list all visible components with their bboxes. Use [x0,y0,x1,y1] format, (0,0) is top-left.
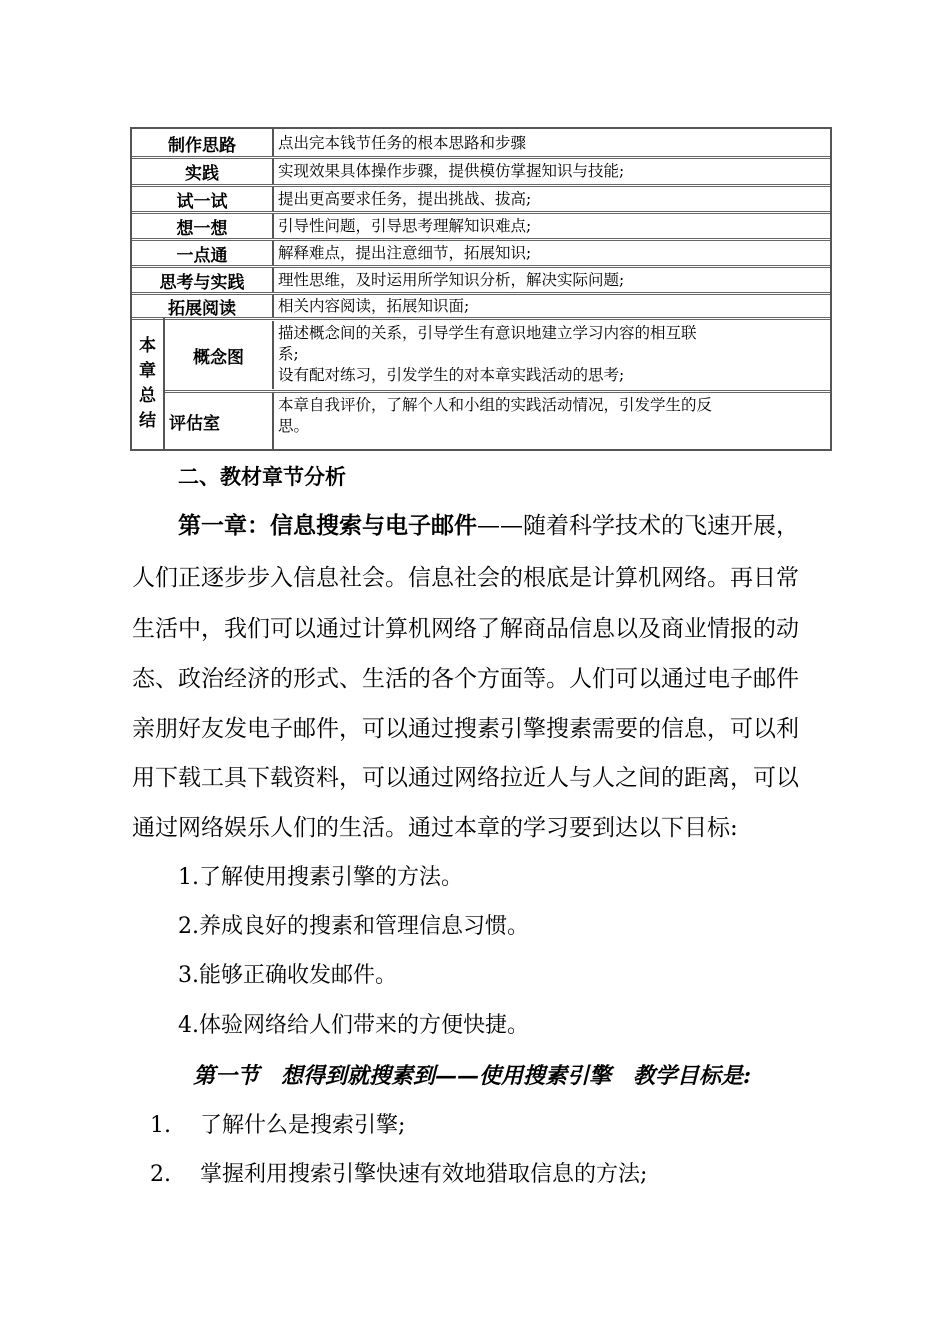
concept-map-desc [272,321,830,389]
row-desc: 实现效果具体操作步骤，提供模仿掌握知识与技能; [272,159,830,184]
row-label: 制作思路 [168,135,236,156]
chapter-first-line [178,511,799,541]
desc-line: 描述概念间的关系，引导学生有意识地建立学习内容的相互联 [278,324,697,342]
paragraph-line: 人们正逐步步入信息社会。信息社会的根底是计算机网络。再日常 [132,565,799,591]
paragraph-line: 亲朋好友发电子邮件，可以通过搜素引擎搜素需要的信息，可以利 [132,716,799,742]
goal-item: 3.能够正确收发邮件。 [178,963,397,988]
feature-table [130,127,832,451]
table-row [132,268,830,292]
row-desc: 相关内容阅读，拓展知识面; [272,295,830,318]
summary-char: 总 [139,385,156,406]
row-label: 思考与实践 [159,272,245,293]
summary-char: 结 [139,410,156,431]
objective-number: 1. [150,1113,171,1138]
row-label: 想一想 [176,218,228,239]
summary-char: 本 [139,335,156,356]
paragraph-line: 生活中，我们可以通过计算机网络了解商品信息以及商业情报的动 [132,616,799,642]
row-desc: 解释难点，提出注意细节，拓展知识; [272,241,830,265]
row-label: 拓展阅读 [168,299,236,319]
table-row [132,295,830,318]
paragraph-line: 态、政治经济的形式、生活的各个方面等。人们可以通过电子邮件 [132,666,799,692]
table-row [132,159,830,184]
desc-line: 本章自我评价，了解个人和小组的实践活动情况，引发学生的反 [278,396,713,414]
goal-item: 4.体验网络给人们带来的方便快捷。 [178,1013,529,1038]
section1-title: 第一节 想得到就搜素到——使用搜素引擎 教学目标是: [193,1063,752,1089]
table-row [132,214,830,238]
row-label: 一点通 [176,245,228,266]
row-label: 实践 [185,164,219,184]
table-row [132,187,830,211]
paragraph-line: 通过网络娱乐人们的生活。通过本章的学习要到达以下目标: [132,815,738,841]
goal-item: 2.养成良好的搜素和管理信息习惯。 [178,914,529,939]
objective-text: 掌握利用搜索引擎快速有效地猎取信息的方法; [200,1162,648,1187]
row-desc: 提出更高要求任务，提出挑战、拔高; [272,187,830,211]
row-desc: 点出完本钱节任务的根本思路和步骤 [272,129,830,157]
row-desc: 理性思维，及时运用所学知识分析，解决实际问题; [272,268,830,292]
row-label: 试一试 [176,191,228,212]
table-row [132,129,830,157]
eval-room-label: 评估室 [169,413,220,434]
section-heading: 二、教材章节分析 [178,465,346,489]
eval-room-desc [272,393,830,449]
row-desc: 引导性问题，引导思考理解知识难点; [272,214,830,238]
eval-room-row [165,393,830,449]
chapter-title: 第一章：信息搜索与电子邮件 [178,513,477,539]
paragraph-line: ——随着科学技术的飞速开展， [477,513,799,539]
table-row [132,241,830,265]
objective-text: 了解什么是搜索引擎; [200,1113,406,1138]
summary-label [132,318,165,449]
goal-item: 1.了解使用搜素引擎的方法。 [178,865,463,890]
summary-char: 章 [139,360,156,381]
desc-line: 设有配对练习，引发学生的对本章实践活动的思考; [278,366,625,384]
chapter-summary [132,318,830,449]
desc-line: 思。 [278,417,310,435]
paragraph-line: 用下载工具下载资料，可以通过网络拉近人与人之间的距离，可以 [132,765,799,791]
concept-map-row [165,321,830,389]
concept-map-label: 概念图 [193,347,244,368]
desc-line: 系; [278,345,299,363]
objective-number: 2. [150,1162,171,1187]
